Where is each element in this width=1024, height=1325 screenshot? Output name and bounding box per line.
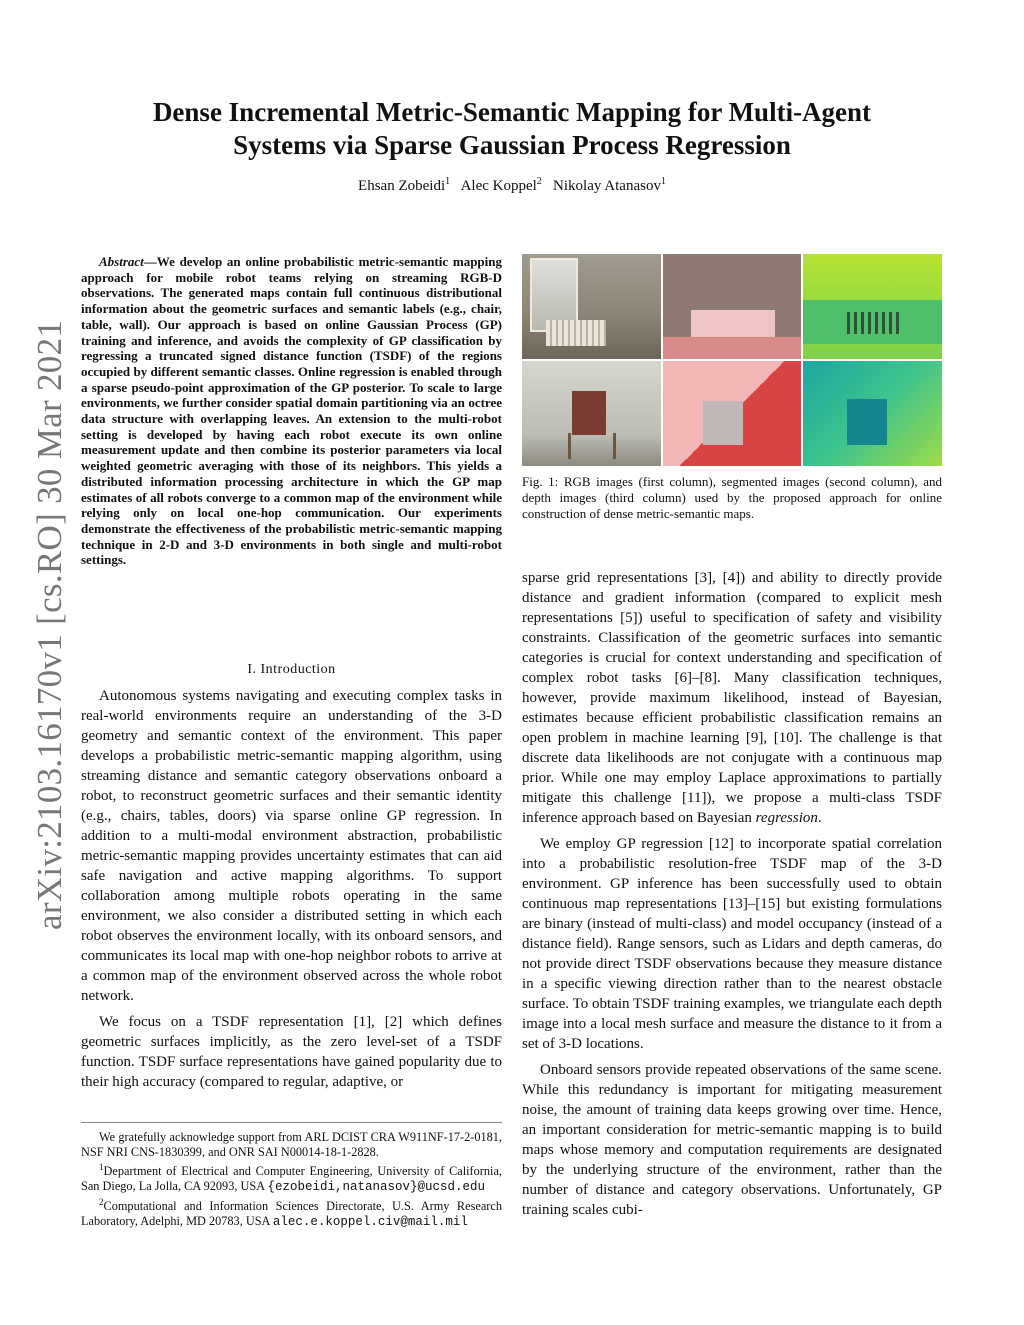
figure-1-caption: Fig. 1: RGB images (first column), segmented images (second column), and depth images (third column) used by the proposed approach for online construction of dense metric-semantic maps. [522,474,942,521]
introduction-body [81,686,502,1092]
arxiv-identifier: arXiv:2103.16170v1 [cs.RO] 30 Mar 2021 [30,319,69,930]
author-name: Alec Koppel [460,178,537,194]
footnote-acknowledgment: We gratefully acknowledge support from ARL DCIST CRA W911NF-17-2-0181, NSF NRI CNS-1830399, and ONR SAI N00014-18-1-2828. [81,1130,502,1159]
author-name: Nikolay Atanasov [553,178,661,194]
paper-title [60,96,964,162]
depth-chair [847,399,887,445]
abstract-text: —We develop an online probabilistic metric-semantic mapping approach for mobile robot teams relying on streaming RGB-D observations. The generated maps contain full continuous distributional information about the geometric surfaces and semantic labels (e.g., chair, table, wall). Our approach is based on online Gaussian Process (GP) training and inference, and avoids the complexity of GP classification by regressing a truncated signed distance function (TSDF) of the regions occupied by different semantic classes. Online regression is enabled through a sparse pseudo-point approximation of the GP posterior. To scale to large environments, we further consider spatial domain partitioning via an octree data structure with overlapping leaves. An extension to the multi-robot setting is developed by having each robot execute its own online measurement update and then combine its posterior parameters via local weighted geometric averaging with those of its neighbors. This yields a distributed information processing architecture in which the GP map estimates of all robots converge to a common map of the environment while relying only on local one-hop communication. Our experiments demonstrate the effectiveness of the probabilistic metric-semantic mapping technique in 2-D and 3-D environments in both single and multi-robot settings. [81,254,502,568]
author-affiliation-mark: 1 [445,176,451,187]
footnote-affiliation-1 [81,1160,502,1195]
right-column-body [522,568,942,1220]
author-name: Ehsan Zobeidi [358,178,446,194]
author-list [60,176,964,195]
figure-1-image-grid [522,254,942,466]
right-paragraph-1-emphasis: regression [755,810,818,826]
rgb-image-chair [522,361,661,466]
segment-chair [703,401,743,445]
footnote-2-text: Computational and Information Sciences Directorate, U.S. Army Research Laboratory, Adelphi, MD 20783, USA [81,1199,502,1229]
footnote-1-text: Department of Electrical and Computer Engineering, University of California, San Diego, La Jolla, CA 92093, USA [81,1164,502,1194]
footnote-2-email: alec.e.koppel.civ@mail.mil [272,1215,468,1230]
author-affiliation-mark: 2 [536,176,542,187]
title-line-1: Dense Incremental Metric-Semantic Mapping for Multi-Agent [152,97,872,127]
title-line-2: Systems via Sparse Gaussian Process Regression [233,130,791,160]
radiator-shape [546,320,606,346]
author-affiliation-mark: 1 [660,176,666,187]
depth-image-radiator [803,254,942,359]
right-paragraph-1 [522,568,942,828]
footnote-1-email: {ezobeidi,natanasov}@ucsd.edu [267,1180,486,1195]
footnote-1-mark: 1 [99,1162,104,1172]
chair-legs-shape [568,433,616,459]
right-paragraph-3: Onboard sensors provide repeated observations of the same scene. While this redundancy is important for mitigating measurement noise, the amount of training data keeps growing over time. Hence, an important consideration for metric-semantic mapping is to build maps whose memory and computation requirements are designated by the underlying structure of the environment, rather than the number of distance and category observations. Unfortunately, GP training scales cubi- [522,1062,942,1218]
segmented-image-radiator [663,254,802,359]
right-paragraph-1-text: sparse grid representations [3], [4]) and ability to directly provide distance and gradient information (compared to explicit mesh representations [5]) useful to specification of safety and visibility constraints. Classification of the geometric surfaces into semantic categories is crucial for context understanding and specification of complex robot tasks [6]–[8]. Many classification techniques, however, provide maximum likelihood, instead of Bayesian, estimates because efficient probabilistic classification remains an open problem in machine learning [9], [10]. The challenge is that discrete data likelihoods are not conjugate with a continuous map prior. While one may employ Laplace approximations to partially mitigate this challenge [11]), we propose a multi-class TSDF inference approach based on Bayesian [522,570,942,826]
depth-noise [847,312,903,334]
footnotes [81,1130,502,1230]
intro-paragraph-2: We focus on a TSDF representation [1], [2] which defines geometric surfaces implicitly, as the zero level-set of a TSDF function. TSDF surface representations have gained popularity due to their high accuracy (compared to regular, adaptive, or [81,1014,502,1090]
segment-floor [663,337,802,359]
intro-paragraph-1: Autonomous systems navigating and executing complex tasks in real-world environments require an understanding of the 3-D geometry and semantic context of the environment. This paper develops a probabilistic metric-semantic mapping algorithm, using streaming distance and semantic category observations onboard a robot, to reconstruct geometric surfaces and their semantic identity (e.g., chairs, tables, doors) via sparse online GP regression. In addition to a multi-modal environment abstraction, probabilistic metric-semantic mapping provides uncertainty estimates that can aid safe navigation and active mapping algorithms. To support collaboration among multiple robots operating in the same environment, we also consider a distributed setting in which each robot observes the environment locally, with its onboard sensors, and communicates its local map with one-hop neighbor robots to arrive at a common map of the environment observed across the whole robot network. [81,688,502,1004]
abstract [81,254,502,568]
depth-image-chair [803,361,942,466]
rgb-image-radiator [522,254,661,359]
segmented-image-chair [663,361,802,466]
footnote-affiliation-2 [81,1195,502,1230]
chair-seat-shape [572,391,606,435]
right-paragraph-2: We employ GP regression [12] to incorporate spatial correlation into a probabilistic resolution-free TSDF map of the 3-D environment. GP inference has been successfully used to obtain continuous map representations [13]–[15] but existing formulations are binary (instead of multi-class) and model occupancy (instead of a distance field). Range sensors, such as Lidars and depth cameras, do not provide direct TSDF observations because they measure distance in a specific viewing direction rather than to the nearest obstacle surface. To obtain TSDF training examples, we triangulate each depth image into a local mesh surface and measure the distance to it from a set of 3-D locations. [522,836,942,1052]
right-paragraph-1-end: . [817,810,822,826]
section-heading-introduction: I. Introduction [247,662,336,677]
abstract-label: Abstract [99,254,144,269]
footnote-2-mark: 2 [99,1197,104,1208]
footnote-divider [81,1122,502,1123]
